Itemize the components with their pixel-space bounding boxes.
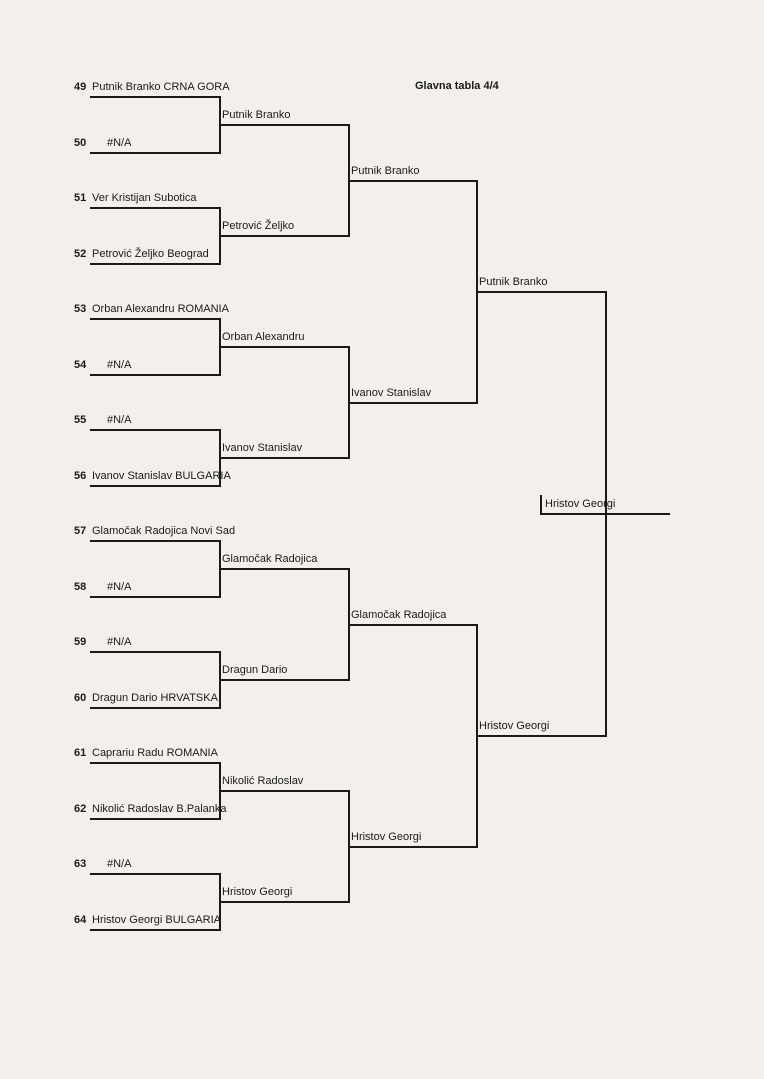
entry-name: Dragun Dario HRVATSKA [92,692,218,704]
entry-number: 51 [74,192,87,204]
bracket-title: Glavna tabla 4/4 [415,80,499,92]
entry-line [90,318,219,320]
match-winner: Putnik Branko [222,109,291,121]
entry-name: Hristov Georgi BULGARIA [92,914,221,926]
entry-number: 59 [74,636,87,648]
entry-number: 60 [74,692,87,704]
entry-line [90,929,219,931]
match-winner: Dragun Dario [222,664,288,676]
entry-name: Nikolić Radoslav B.Palanka [92,803,227,815]
entry-number: 63 [74,858,87,870]
match-winner: Putnik Branko [479,276,548,288]
entry-number: 56 [74,470,87,482]
entry-line [90,540,219,542]
winner-line [219,124,348,126]
winner-line [348,624,476,626]
winner-line [219,679,348,681]
entry-name: Ivanov Stanislav BULGARIA [92,470,231,482]
entry-name: Petrović Željko Beograd [92,248,209,260]
match-winner: Nikolić Radoslav [222,775,304,787]
entry-line [90,873,219,875]
entry-number: 53 [74,303,87,315]
entry-name: Ver Kristijan Subotica [92,192,197,204]
winner-line [219,235,348,237]
entry-line [90,152,219,154]
entry-number: 54 [74,359,87,371]
entry-name: #N/A [107,636,132,648]
entry-line [90,596,219,598]
entry-name: #N/A [107,137,132,149]
entry-line [90,818,219,820]
entry-line [90,374,219,376]
winner-line [348,402,476,404]
winner-line [476,291,605,293]
entry-number: 62 [74,803,87,815]
winner-line [219,568,348,570]
entry-line [90,429,219,431]
winner-line [219,790,348,792]
entry-line [90,707,219,709]
match-winner: Glamočak Radojica [222,553,318,565]
match-winner: Glamočak Radojica [351,609,447,621]
entry-name: #N/A [107,581,132,593]
match-winner: Petrović Željko [222,220,295,232]
entry-name: #N/A [107,359,132,371]
winner-line [476,735,605,737]
entry-number: 64 [74,914,87,926]
entry-name: Glamočak Radojica Novi Sad [92,525,236,537]
match-winner: Ivanov Stanislav [222,442,303,454]
match-winner: Hristov Georgi [222,886,293,898]
match-winner: Orban Alexandru [222,331,305,343]
entry-name: Orban Alexandru ROMANIA [92,303,229,315]
final-winner-line [540,513,670,515]
final-winner-marker [540,495,542,515]
winner-line [219,457,348,459]
entry-number: 50 [74,137,87,149]
match-winner: Ivanov Stanislav [351,387,432,399]
entry-line [90,207,219,209]
entry-number: 61 [74,747,87,759]
match-winner: Hristov Georgi [479,720,550,732]
winner-line [219,346,348,348]
entry-line [90,263,219,265]
entry-number: 58 [74,581,87,593]
winner-line [219,901,348,903]
entry-name: Putnik Branko CRNA GORA [92,81,230,93]
final-winner: Hristov Georgi [545,498,616,510]
entry-name: Caprariu Radu ROMANIA [92,747,218,759]
match-winner: Hristov Georgi [351,831,422,843]
entry-line [90,485,219,487]
entry-number: 55 [74,414,87,426]
entry-line [90,651,219,653]
entry-name: #N/A [107,858,132,870]
entry-number: 49 [74,81,87,93]
entry-number: 52 [74,248,87,260]
entry-line [90,762,219,764]
entry-number: 57 [74,525,87,537]
match-winner: Putnik Branko [351,165,420,177]
entry-line [90,96,219,98]
winner-line [348,846,476,848]
entry-name: #N/A [107,414,132,426]
winner-line [348,180,476,182]
